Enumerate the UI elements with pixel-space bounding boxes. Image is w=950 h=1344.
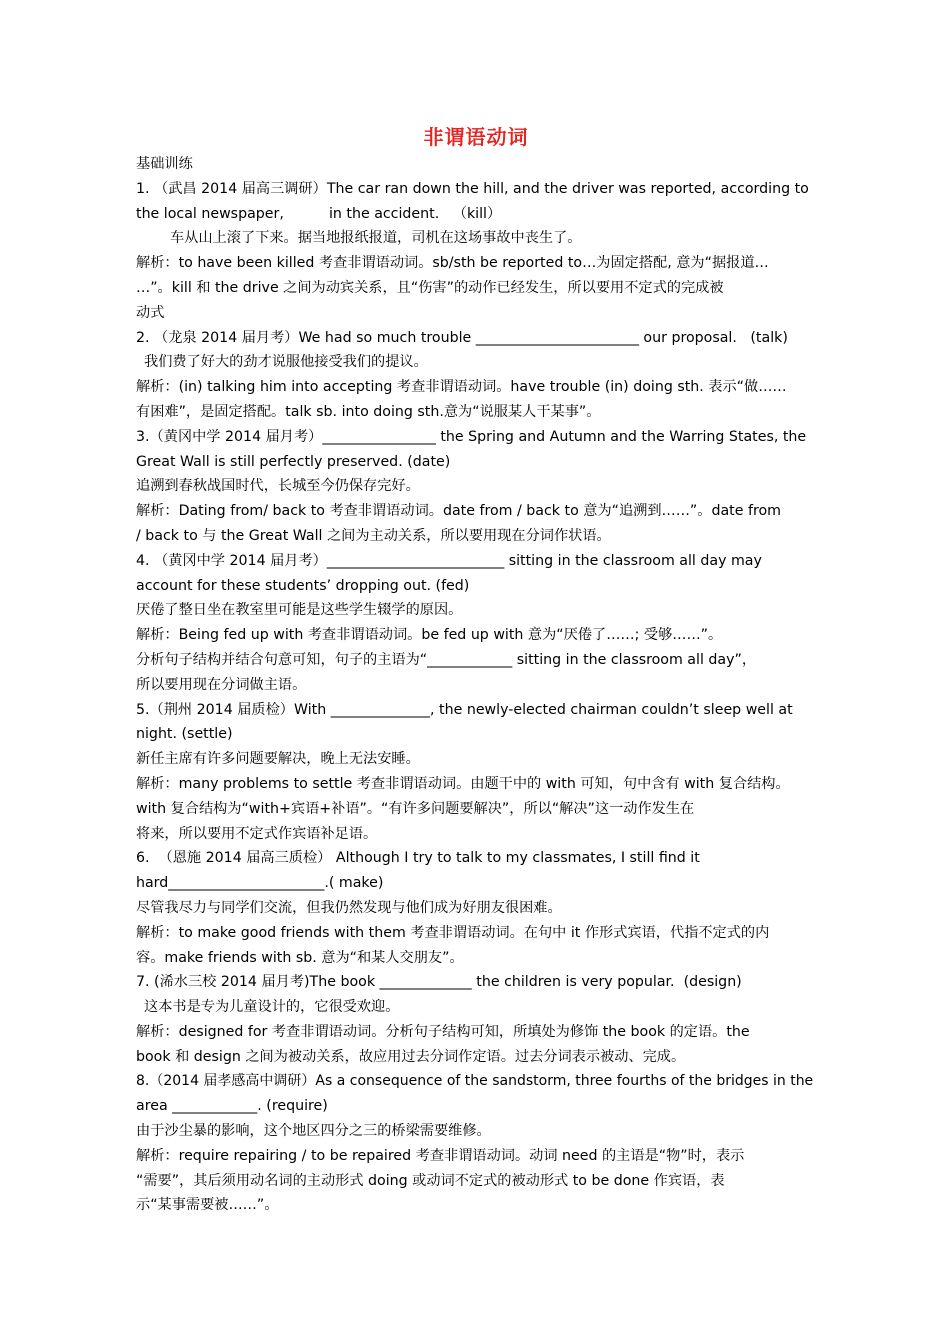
question-8-analysis-cont: “需要”，其后须用动名词的主动形式 doing 或动词不定式的被动形式 to be done 作宾语，表 xyxy=(136,1172,725,1189)
question-5-analysis-end: 将来，所以要用不定式作宾语补足语。 xyxy=(136,825,378,842)
question-5-translation: 新任主席有许多问题要解决，晚上无法安睡。 xyxy=(136,751,420,768)
question-4-text: 4. （黄冈中学 2014 届月考）_________________________ sitting in the classroom all day may xyxy=(136,552,762,569)
question-5-text: 5.（荆州 2014 届质检）With ______________, the newly-elected chairman couldn’t sleep well at xyxy=(136,701,793,718)
question-3-text: 3.（黄冈中学 2014 届月考）________________ the Spring and Autumn and the Warring States, the xyxy=(136,428,807,445)
question-1-analysis-cont: …”。kill 和 the drive 之间为动宾关系，且“伤害”的动作已经发生，所以要用不定式的完成被 xyxy=(136,279,724,296)
question-6-text: 6. （恩施 2014 届高三质检） Although I try to talk to my classmates, I still find it xyxy=(136,850,700,867)
question-2-analysis-cont: 有困难”，是固定搭配。talk sb. into doing sth.意为“说服某人干某事”。 xyxy=(136,403,601,420)
question-1-text-cont: the local newspaper, in the accident. （kill） xyxy=(136,205,502,222)
question-4-text-cont: account for these students’ dropping out. (fed) xyxy=(136,577,470,594)
question-1-text: 1. （武昌 2014 届高三调研）The car ran down the hill, and the driver was reported, according to xyxy=(136,180,809,197)
question-6-analysis-cont: 容。make friends with sb. 意为“和某人交朋友”。 xyxy=(136,949,464,966)
question-3-text-cont: Great Wall is still perfectly preserved. (date) xyxy=(136,453,451,470)
question-3-translation: 追溯到春秋战国时代，长城至今仍保存完好。 xyxy=(136,478,420,495)
question-8-analysis-end: 示“某事需要被……”。 xyxy=(136,1197,279,1214)
section-heading: 基础训练 xyxy=(136,156,193,172)
question-5-text-cont: night. (settle) xyxy=(136,726,233,743)
question-6-analysis: 解析：to make good friends with them 考查非谓语动词。在句中 it 作形式宾语，代指不定式的内 xyxy=(136,924,770,941)
question-8-text: 8.（2014 届孝感高中调研）As a consequence of the sandstorm, three fourths of the bridges in the xyxy=(136,1073,814,1090)
question-8-translation: 由于沙尘暴的影响，这个地区四分之三的桥梁需要维修。 xyxy=(136,1123,491,1140)
question-6-translation: 尽管我尽力与同学们交流，但我仍然发现与他们成为好朋友很困难。 xyxy=(136,899,562,916)
question-2-analysis: 解析：(in) talking him into accepting 考查非谓语动词。have trouble (in) doing sth. 表示“做…… xyxy=(136,379,787,396)
question-7-translation: 这本书是专为儿童设计的，它很受欢迎。 xyxy=(144,999,400,1016)
question-1-translation: 车从山上滚了下来。据当地报纸报道，司机在这场事故中丧生了。 xyxy=(170,230,582,247)
question-8-analysis: 解析：require repairing / to be repaired 考查非谓语动词。动词 need 的主语是“物”时，表示 xyxy=(136,1147,745,1164)
question-3-analysis: 解析：Dating from/ back to 考查非谓语动词。date from / back to 意为“追溯到……”。date from xyxy=(136,503,781,520)
question-4-analysis-end: 所以要用现在分词做主语。 xyxy=(136,676,307,693)
question-6-text-cont: hard______________________.( make) xyxy=(136,875,384,892)
question-4-analysis-cont: 分析句子结构并结合句意可知，句子的主语为“____________ sitting in the classroom all day”， xyxy=(136,651,757,668)
document-title: 非谓语动词 xyxy=(423,125,529,149)
question-8-text-cont: area ____________. (require) xyxy=(136,1098,328,1115)
document-page xyxy=(136,122,816,1218)
question-3-analysis-cont: / back to 与 the Great Wall 之间为主动关系，所以要用现在分词作状语。 xyxy=(136,527,611,544)
question-1-analysis: 解析：to have been killed 考查非谓语动词。sb/sth be reported to…为固定搭配, 意为“据报道… xyxy=(136,255,769,272)
question-5-analysis: 解析：many problems to settle 考查非谓语动词。由题干中的 with 可知，句中含有 with 复合结构。 xyxy=(136,775,790,792)
question-4-translation: 厌倦了整日坐在教室里可能是这些学生辍学的原因。 xyxy=(136,602,463,619)
question-7-analysis-cont: book 和 design 之间为被动关系，故应用过去分词作定语。过去分词表示被动、完成。 xyxy=(136,1048,686,1065)
question-2-translation: 我们费了好大的劲才说服他接受我们的提议。 xyxy=(144,354,428,371)
question-4-analysis: 解析：Being fed up with 考查非谓语动词。be fed up with 意为“厌倦了……; 受够……”。 xyxy=(136,627,723,644)
question-1-analysis-end: 动式 xyxy=(136,304,165,321)
question-7-text: 7. (浠水三校 2014 届月考)The book _____________ the children is very popular. (design) xyxy=(136,974,742,991)
question-5-analysis-cont: with 复合结构为“with+宾语+补语”。“有许多问题要解决”，所以“解决”这一动作发生在 xyxy=(136,800,695,817)
question-2-text: 2. （龙泉 2014 届月考）We had so much trouble _______________________ our proposal. (talk) xyxy=(136,329,788,346)
question-7-analysis: 解析：designed for 考查非谓语动词。分析句子结构可知，所填处为修饰 the book 的定语。the xyxy=(136,1023,750,1040)
